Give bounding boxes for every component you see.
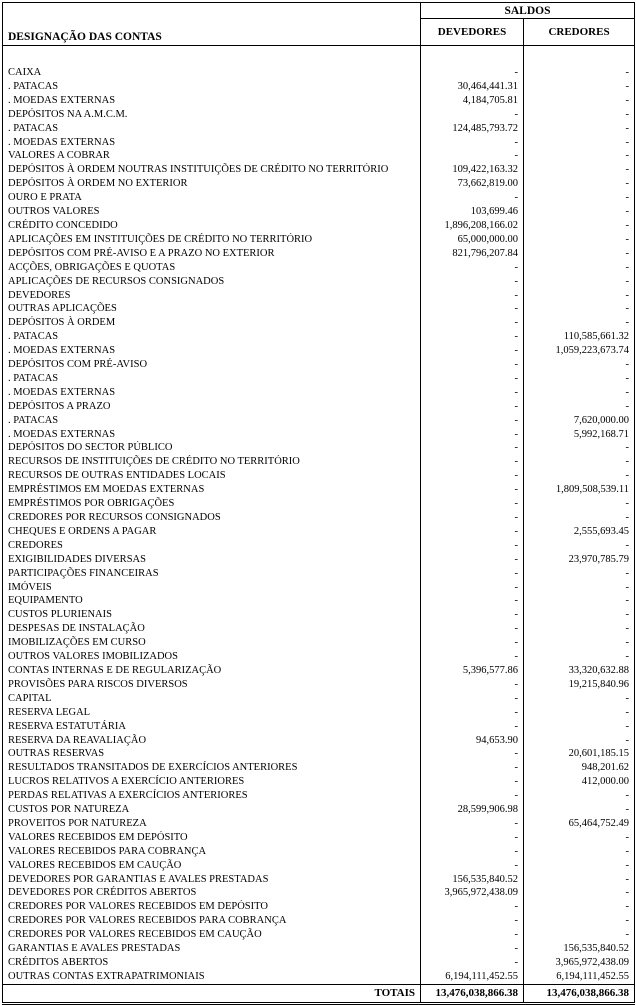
devedores-cell: -	[421, 108, 524, 122]
table-row	[3, 650, 635, 664]
table-row	[3, 275, 635, 289]
account-name-cell: OUTRAS RESERVAS	[8, 748, 105, 760]
account-name-cell: DEVEDORES POR GARANTIAS E AVALES PRESTADAS	[8, 873, 269, 885]
account-name-cell: . MOEDAS EXTERNAS	[8, 136, 116, 148]
account-name-cell: PERDAS RELATIVAS A EXERCÍCIOS ANTERIORES	[8, 790, 248, 802]
devedores-cell: 65,000,000.00	[421, 233, 524, 247]
table-row	[3, 678, 635, 692]
table-row	[3, 859, 635, 873]
credores-cell: -	[524, 831, 635, 845]
credores-cell: 33,320,632.88	[524, 664, 635, 678]
credores-cell: 156,535,840.52	[524, 942, 635, 956]
devedores-cell: -	[421, 414, 524, 428]
devedores-cell: -	[421, 831, 524, 845]
devedores-cell: -	[421, 149, 524, 163]
credores-cell: -	[524, 803, 635, 817]
credores-cell: -	[524, 539, 635, 553]
devedores-cell: 124,485,793.72	[421, 122, 524, 136]
account-name-cell: RESULTADOS TRANSITADOS DE EXERCÍCIOS ANTERIORES	[8, 762, 298, 774]
credores-cell: -	[524, 80, 635, 94]
table-row	[3, 720, 635, 734]
totals-credores: 13,476,038,866.38	[524, 984, 635, 1003]
table-row	[3, 149, 635, 163]
account-name-cell: DEPÓSITOS NA A.M.C.M.	[8, 108, 128, 120]
account-name-cell: CREDORES POR VALORES RECEBIDOS EM CAUÇÃO	[8, 929, 262, 941]
devedores-cell: 73,662,819.00	[421, 177, 524, 191]
devedores-cell: -	[421, 469, 524, 483]
devedores-cell: -	[421, 136, 524, 150]
table-row	[3, 553, 635, 567]
credores-cell: -	[524, 622, 635, 636]
devedores-cell: -	[421, 567, 524, 581]
table-row	[3, 316, 635, 330]
totals-row	[3, 984, 635, 1003]
credores-cell: 110,585,661.32	[524, 330, 635, 344]
devedores-cell: -	[421, 859, 524, 873]
account-name-cell: . PATACAS	[8, 80, 59, 92]
table-row	[3, 428, 635, 442]
account-name-cell: PROVEITOS POR NATUREZA	[8, 817, 147, 829]
credores-cell: -	[524, 511, 635, 525]
credores-cell: -	[524, 205, 635, 219]
table-row	[3, 122, 635, 136]
table-row	[3, 289, 635, 303]
credores-cell: -	[524, 608, 635, 622]
devedores-cell: -	[421, 511, 524, 525]
credores-cell: -	[524, 358, 635, 372]
table-row	[3, 469, 635, 483]
credores-cell: -	[524, 372, 635, 386]
credores-cell: -	[524, 734, 635, 748]
devedores-cell: -	[421, 316, 524, 330]
credores-cell: -	[524, 386, 635, 400]
devedores-cell: -	[421, 817, 524, 831]
credores-cell: 23,970,785.79	[524, 553, 635, 567]
devedores-cell: 94,653.90	[421, 734, 524, 748]
table-row	[3, 817, 635, 831]
devedores-cell: -	[421, 66, 524, 80]
table-row	[3, 163, 635, 177]
devedores-cell: -	[421, 581, 524, 595]
devedores-cell: -	[421, 553, 524, 567]
credores-cell: 6,194,111,452.55	[524, 970, 635, 984]
credores-cell: -	[524, 469, 635, 483]
credores-cell: 412,000.00	[524, 775, 635, 789]
account-name-cell: RECURSOS DE OUTRAS ENTIDADES LOCAIS	[8, 470, 226, 482]
account-name-cell: EMPRÉSTIMOS POR OBRIGAÇÕES	[8, 498, 175, 510]
credores-cell: 948,201.62	[524, 761, 635, 775]
credores-cell: -	[524, 928, 635, 942]
devedores-cell: -	[421, 261, 524, 275]
devedores-cell: -	[421, 289, 524, 303]
table-row	[3, 414, 635, 428]
account-name-cell: CAPITAL	[8, 692, 52, 704]
devedores-cell: -	[421, 330, 524, 344]
table-row	[3, 539, 635, 553]
table-row	[3, 483, 635, 497]
table-footer	[3, 984, 635, 1003]
credores-cell: -	[524, 191, 635, 205]
table-row	[3, 734, 635, 748]
credores-cell: 1,809,508,539.11	[524, 483, 635, 497]
credores-cell: -	[524, 108, 635, 122]
account-name-cell: CUSTOS POR NATUREZA	[8, 804, 130, 816]
account-name-cell: DEPÓSITOS À ORDEM	[8, 317, 116, 329]
devedores-cell: -	[421, 344, 524, 358]
devedores-cell: -	[421, 775, 524, 789]
table-row	[3, 511, 635, 525]
devedores-cell: -	[421, 386, 524, 400]
account-name-cell: RESERVA DA REAVALIAÇÃO	[8, 734, 147, 746]
table-row	[3, 594, 635, 608]
credores-cell: -	[524, 567, 635, 581]
column-header-devedores: DEVEDORES	[421, 19, 524, 46]
credores-cell: -	[524, 163, 635, 177]
credores-cell: -	[524, 594, 635, 608]
devedores-cell: -	[421, 706, 524, 720]
devedores-cell: -	[421, 900, 524, 914]
devedores-cell: -	[421, 956, 524, 970]
table-row	[3, 567, 635, 581]
table-row	[3, 455, 635, 469]
table-row	[3, 789, 635, 803]
account-name-cell: CRÉDITO CONCEDIDO	[8, 219, 118, 231]
account-name-cell: . MOEDAS EXTERNAS	[8, 428, 116, 440]
credores-cell: -	[524, 581, 635, 595]
devedores-cell: 821,796,207.84	[421, 247, 524, 261]
table-row	[3, 94, 635, 108]
devedores-cell: -	[421, 650, 524, 664]
devedores-cell: -	[421, 539, 524, 553]
spacer-row	[3, 46, 635, 67]
devedores-cell: -	[421, 400, 524, 414]
account-name-cell: CRÉDITOS ABERTOS	[8, 957, 109, 968]
devedores-cell: 1,896,208,166.02	[421, 219, 524, 233]
credores-cell: -	[524, 789, 635, 803]
account-name-cell: VALORES A COBRAR	[8, 150, 110, 162]
devedores-cell: -	[421, 678, 524, 692]
devedores-cell: 28,599,906.98	[421, 803, 524, 817]
devedores-cell: -	[421, 622, 524, 636]
header-row-saldos	[3, 3, 635, 19]
account-name-cell: OUTROS VALORES	[8, 206, 100, 218]
credores-cell: -	[524, 886, 635, 900]
account-name-cell: RECURSOS DE INSTITUIÇÕES DE CRÉDITO NO TERRITÓRIO	[8, 456, 300, 468]
table-row	[3, 386, 635, 400]
account-name-cell: . MOEDAS EXTERNAS	[8, 386, 116, 398]
table-row	[3, 372, 635, 386]
account-name-cell: APLICAÇÕES EM INSTITUIÇÕES DE CRÉDITO NO TERRITÓRIO	[8, 233, 313, 245]
account-name-cell: DEVEDORES POR CRÉDITOS ABERTOS	[8, 887, 197, 899]
table-row	[3, 400, 635, 414]
credores-cell: 3,965,972,438.09	[524, 956, 635, 970]
credores-cell: -	[524, 66, 635, 80]
credores-cell: 2,555,693.45	[524, 525, 635, 539]
devedores-cell: -	[421, 942, 524, 956]
devedores-cell: -	[421, 483, 524, 497]
devedores-cell: -	[421, 455, 524, 469]
table-body	[3, 46, 635, 985]
table-row	[3, 761, 635, 775]
account-name-cell: CREDORES POR VALORES RECEBIDOS EM DEPÓSITO	[8, 901, 268, 913]
account-name-cell: VALORES RECEBIDOS EM CAUÇÃO	[8, 859, 182, 871]
table-row	[3, 608, 635, 622]
table-row	[3, 636, 635, 650]
devedores-cell: -	[421, 372, 524, 386]
column-header-designacao: DESIGNAÇÃO DAS CONTAS	[3, 3, 421, 46]
account-name-cell: . PATACAS	[8, 414, 59, 426]
credores-cell: -	[524, 400, 635, 414]
credores-cell: -	[524, 497, 635, 511]
account-name-cell: . MOEDAS EXTERNAS	[8, 94, 116, 106]
account-name-cell: DEPÓSITOS COM PRÉ-AVISO E A PRAZO NO EXTERIOR	[8, 247, 275, 259]
devedores-cell: -	[421, 302, 524, 316]
balance-table	[2, 2, 635, 1005]
table-row	[3, 956, 635, 970]
table-row	[3, 692, 635, 706]
credores-cell: -	[524, 441, 635, 455]
table-row	[3, 845, 635, 859]
account-name-cell: DEPÓSITOS DO SECTOR PÚBLICO	[8, 442, 173, 454]
table-row	[3, 970, 635, 984]
table-row	[3, 108, 635, 122]
account-name-cell: VALORES RECEBIDOS PARA COBRANÇA	[8, 845, 207, 857]
devedores-cell: -	[421, 428, 524, 442]
table-row	[3, 831, 635, 845]
devedores-cell: 4,184,705.81	[421, 94, 524, 108]
account-name-cell: . MOEDAS EXTERNAS	[8, 345, 116, 357]
table-row	[3, 886, 635, 900]
credores-cell: 1,059,223,673.74	[524, 344, 635, 358]
credores-cell: -	[524, 316, 635, 330]
totals-devedores: 13,476,038,866.38	[421, 984, 524, 1003]
credores-cell: 5,992,168.71	[524, 428, 635, 442]
account-name-cell: CHEQUES E ORDENS A PAGAR	[8, 525, 157, 537]
account-name-cell: RESERVA LEGAL	[8, 706, 91, 718]
devedores-cell: 156,535,840.52	[421, 873, 524, 887]
devedores-cell: -	[421, 191, 524, 205]
account-name-cell: DEPÓSITOS COM PRÉ-AVISO	[8, 359, 148, 371]
credores-cell: -	[524, 914, 635, 928]
devedores-cell: -	[421, 761, 524, 775]
devedores-cell: -	[421, 497, 524, 511]
credores-cell: -	[524, 706, 635, 720]
account-name-cell: CREDORES POR VALORES RECEBIDOS PARA COBRANÇA	[8, 915, 287, 927]
account-name-cell: OUTRAS APLICAÇÕES	[8, 303, 117, 315]
account-name-cell: VALORES RECEBIDOS EM DEPÓSITO	[8, 831, 188, 843]
credores-cell: -	[524, 94, 635, 108]
devedores-cell: 5,396,577.86	[421, 664, 524, 678]
account-name-cell: GARANTIAS E AVALES PRESTADAS	[8, 943, 181, 955]
table-row	[3, 525, 635, 539]
table-row	[3, 191, 635, 205]
table-row	[3, 622, 635, 636]
credores-cell: -	[524, 650, 635, 664]
account-name-cell: CUSTOS PLURIENAIS	[8, 609, 112, 621]
table-row	[3, 747, 635, 761]
credores-cell: -	[524, 302, 635, 316]
table-row	[3, 942, 635, 956]
credores-cell: -	[524, 720, 635, 734]
devedores-cell: 103,699.46	[421, 205, 524, 219]
account-name-cell: ACÇÕES, OBRIGAÇÕES E QUOTAS	[8, 261, 176, 273]
account-name-cell: OUTRAS CONTAS EXTRAPATRIMONIAIS	[8, 970, 205, 982]
credores-cell: -	[524, 219, 635, 233]
account-name-cell: LUCROS RELATIVOS A EXERCÍCIO ANTERIORES	[8, 776, 245, 788]
table-row	[3, 261, 635, 275]
table-row	[3, 302, 635, 316]
devedores-cell: -	[421, 358, 524, 372]
credores-cell: -	[524, 873, 635, 887]
account-name-cell: IMÓVEIS	[8, 581, 52, 593]
devedores-cell: -	[421, 845, 524, 859]
devedores-cell: -	[421, 594, 524, 608]
credores-cell: -	[524, 275, 635, 289]
devedores-cell: -	[421, 720, 524, 734]
table-row	[3, 80, 635, 94]
account-name-cell: DEVEDORES	[8, 289, 71, 301]
devedores-cell: -	[421, 914, 524, 928]
table-row	[3, 900, 635, 914]
table-row	[3, 330, 635, 344]
credores-cell: -	[524, 177, 635, 191]
account-name-cell: RESERVA ESTATUTÁRIA	[8, 720, 127, 732]
table-row	[3, 664, 635, 678]
account-name-cell: CONTAS INTERNAS E DE REGULARIZAÇÃO	[8, 664, 222, 676]
account-name-cell: CREDORES POR RECURSOS CONSIGNADOS	[8, 512, 221, 523]
table-row	[3, 344, 635, 358]
table-row	[3, 497, 635, 511]
credores-cell: -	[524, 900, 635, 914]
credores-cell: -	[524, 692, 635, 706]
devedores-cell: 30,464,441.31	[421, 80, 524, 94]
devedores-cell: -	[421, 636, 524, 650]
account-name-cell: IMOBILIZAÇÕES EM CURSO	[8, 637, 146, 649]
account-name-cell: EXIGIBILIDADES DIVERSAS	[8, 553, 146, 565]
table-row	[3, 914, 635, 928]
devedores-cell: -	[421, 525, 524, 539]
table-row	[3, 205, 635, 219]
devedores-cell: -	[421, 275, 524, 289]
account-name-cell: DEPÓSITOS À ORDEM NO EXTERIOR	[8, 178, 188, 190]
account-name-cell: PROVISÕES PARA RISCOS DIVERSOS	[8, 678, 188, 690]
account-name-cell: PARTICIPAÇÕES FINANCEIRAS	[8, 567, 159, 579]
table-row	[3, 803, 635, 817]
account-name-cell: CREDORES	[8, 539, 63, 551]
table-row	[3, 177, 635, 191]
account-name-cell: DEPÓSITOS A PRAZO	[8, 400, 111, 412]
column-header-saldos: SALDOS	[421, 3, 635, 19]
credores-cell: 7,620,000.00	[524, 414, 635, 428]
table-row	[3, 247, 635, 261]
credores-cell: -	[524, 636, 635, 650]
devedores-cell: -	[421, 928, 524, 942]
devedores-cell: 3,965,972,438.09	[421, 886, 524, 900]
table-row	[3, 66, 635, 80]
table-row	[3, 219, 635, 233]
credores-cell: -	[524, 122, 635, 136]
account-name-cell: EMPRÉSTIMOS EM MOEDAS EXTERNAS	[8, 484, 205, 496]
account-name-cell: EQUIPAMENTO	[8, 595, 83, 607]
credores-cell: -	[524, 289, 635, 303]
devedores-cell: -	[421, 789, 524, 803]
table-header	[3, 3, 635, 46]
credores-cell: -	[524, 455, 635, 469]
credores-cell: -	[524, 233, 635, 247]
account-name-cell: DESPESAS DE INSTALAÇÃO	[8, 623, 145, 635]
credores-cell: 20,601,185.15	[524, 747, 635, 761]
credores-cell: -	[524, 247, 635, 261]
table-row	[3, 928, 635, 942]
account-name-cell: APLICAÇÕES DE RECURSOS CONSIGNADOS	[8, 275, 225, 287]
account-name-cell: . PATACAS	[8, 372, 59, 384]
credores-cell: -	[524, 845, 635, 859]
account-name-cell: OUTROS VALORES IMOBILIZADOS	[8, 651, 178, 663]
account-name-cell: . PATACAS	[8, 122, 59, 134]
table-row	[3, 581, 635, 595]
credores-cell: 19,215,840.96	[524, 678, 635, 692]
table-row	[3, 706, 635, 720]
account-name-cell: OURO E PRATA	[8, 192, 82, 204]
credores-cell: -	[524, 859, 635, 873]
devedores-cell: -	[421, 747, 524, 761]
account-name-cell: DEPÓSITOS À ORDEM NOUTRAS INSTITUIÇÕES DE CRÉDITO NO TERRITÓRIO	[8, 164, 389, 176]
devedores-cell: -	[421, 608, 524, 622]
column-header-credores: CREDORES	[524, 19, 635, 46]
credores-cell: -	[524, 149, 635, 163]
account-name-cell: . PATACAS	[8, 331, 59, 343]
credores-cell: -	[524, 136, 635, 150]
totals-label: TOTAIS	[3, 984, 421, 1003]
table-row	[3, 136, 635, 150]
devedores-cell: -	[421, 441, 524, 455]
account-name-cell: CAIXA	[8, 67, 42, 78]
credores-cell: 65,464,752.49	[524, 817, 635, 831]
credores-cell: -	[524, 261, 635, 275]
table-row	[3, 775, 635, 789]
table-row	[3, 233, 635, 247]
devedores-cell: 109,422,163.32	[421, 163, 524, 177]
table-row	[3, 441, 635, 455]
table-row	[3, 873, 635, 887]
devedores-cell: -	[421, 692, 524, 706]
table-row	[3, 358, 635, 372]
devedores-cell: 6,194,111,452.55	[421, 970, 524, 984]
